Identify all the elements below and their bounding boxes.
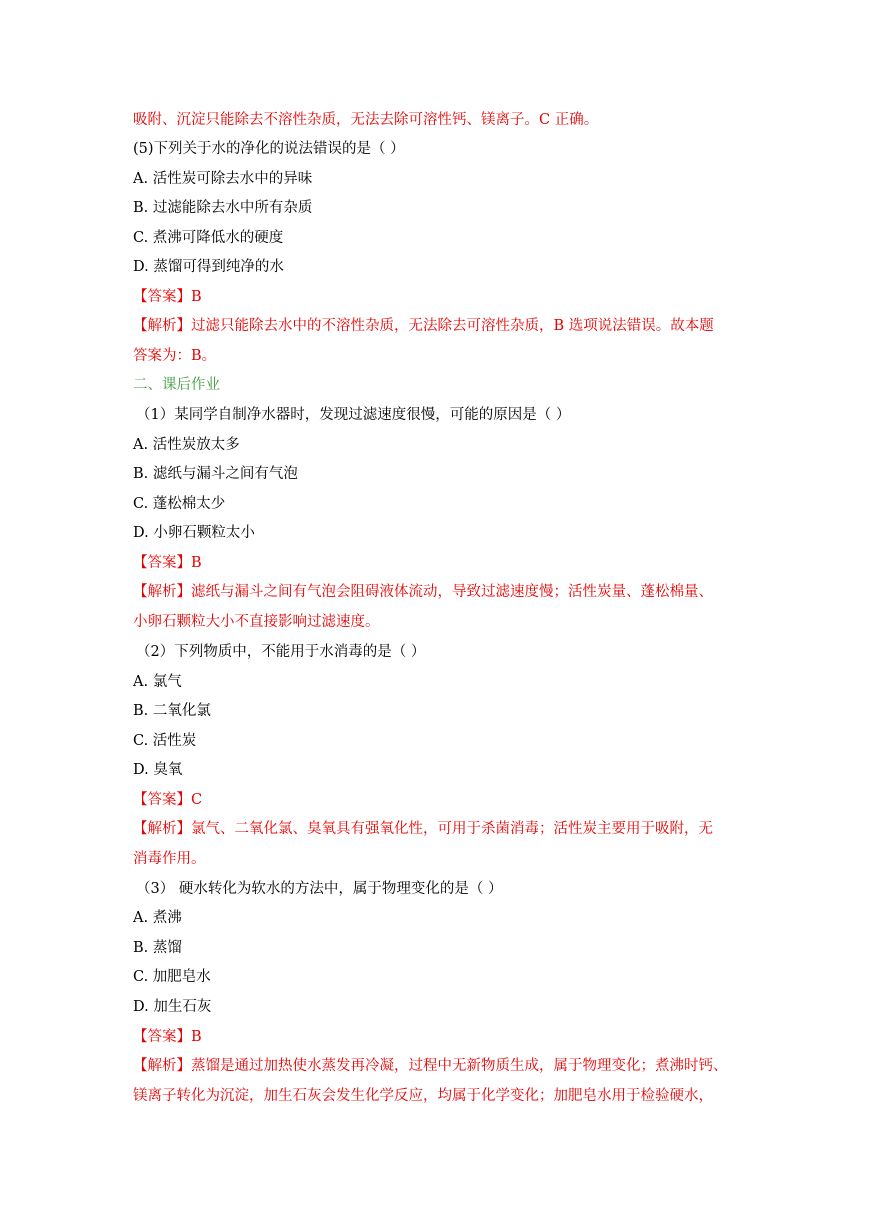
question-5-option-a: A. 活性炭可除去水中的异味: [133, 171, 313, 187]
previous-analysis-tail: 吸附、沉淀只能除去不溶性杂质，无法去除可溶性钙、镁离子。C 正确。: [133, 112, 599, 128]
homework-2-option-d: D. 臭氧: [133, 762, 183, 778]
homework-2-stem: （2）下列物质中，不能用于水消毒的是（ ）: [136, 644, 426, 660]
homework-2-analysis-line-1: 【解析】氯气、二氧化氯、臭氧具有强氧化性，可用于杀菌消毒；活性炭主要用于吸附，无: [133, 821, 713, 837]
homework-1-option-d: D. 小卵石颗粒太小: [133, 525, 255, 541]
homework-3-option-a: A. 煮沸: [133, 910, 182, 926]
homework-3-analysis-line-2: 镁离子转化为沉淀，加生石灰会发生化学反应，均属于化学变化；加肥皂水用于检验硬水，: [133, 1088, 713, 1104]
question-5-analysis-line-2: 答案为：B。: [133, 348, 217, 364]
homework-3-option-d: D. 加生石灰: [133, 999, 212, 1015]
homework-3-option-c: C. 加肥皂水: [133, 969, 211, 985]
homework-3-stem: （3） 硬水转化为软水的方法中，属于物理变化的是（ ）: [136, 881, 503, 897]
section-title: 二、课后作业: [133, 377, 220, 393]
homework-1-answer: 【答案】B: [133, 555, 202, 571]
homework-3-answer: 【答案】B: [133, 1029, 202, 1045]
homework-1-analysis-line-2: 小卵石颗粒大小不直接影响过滤速度。: [133, 614, 380, 630]
homework-2-option-b: B. 二氧化氯: [133, 703, 211, 719]
homework-3-option-b: B. 蒸馏: [133, 940, 182, 956]
question-5-option-c: C. 煮沸可降低水的硬度: [133, 230, 284, 246]
homework-2-analysis-line-2: 消毒作用。: [133, 851, 206, 867]
question-5-stem: (5)下列关于水的净化的说法错误的是（ ）: [133, 141, 405, 157]
homework-3-analysis-line-1: 【解析】蒸馏是通过加热使水蒸发再冷凝，过程中无新物质生成，属于物理变化；煮沸时钙、: [133, 1058, 728, 1074]
homework-1-analysis-line-1: 【解析】滤纸与漏斗之间有气泡会阻碍液体流动，导致过滤速度慢；活性炭量、蓬松棉量、: [133, 584, 713, 600]
homework-2-option-a: A. 氯气: [133, 674, 182, 690]
homework-1-option-b: B. 滤纸与漏斗之间有气泡: [133, 466, 298, 482]
question-5-answer: 【答案】B: [133, 289, 202, 305]
homework-2-answer: 【答案】C: [133, 792, 203, 808]
question-5-analysis-line-1: 【解析】过滤只能除去水中的不溶性杂质，无法除去可溶性杂质，B 选项说法错误。故本题: [133, 318, 714, 334]
homework-1-option-c: C. 蓬松棉太少: [133, 496, 226, 512]
homework-2-option-c: C. 活性炭: [133, 733, 197, 749]
question-5-option-b: B. 过滤能除去水中所有杂质: [133, 200, 313, 216]
homework-1-stem: （1）某同学自制净水器时，发现过滤速度很慢，可能的原因是（ ）: [136, 407, 571, 423]
homework-1-option-a: A. 活性炭放太多: [133, 437, 240, 453]
question-5-option-d: D. 蒸馏可得到纯净的水: [133, 259, 284, 275]
